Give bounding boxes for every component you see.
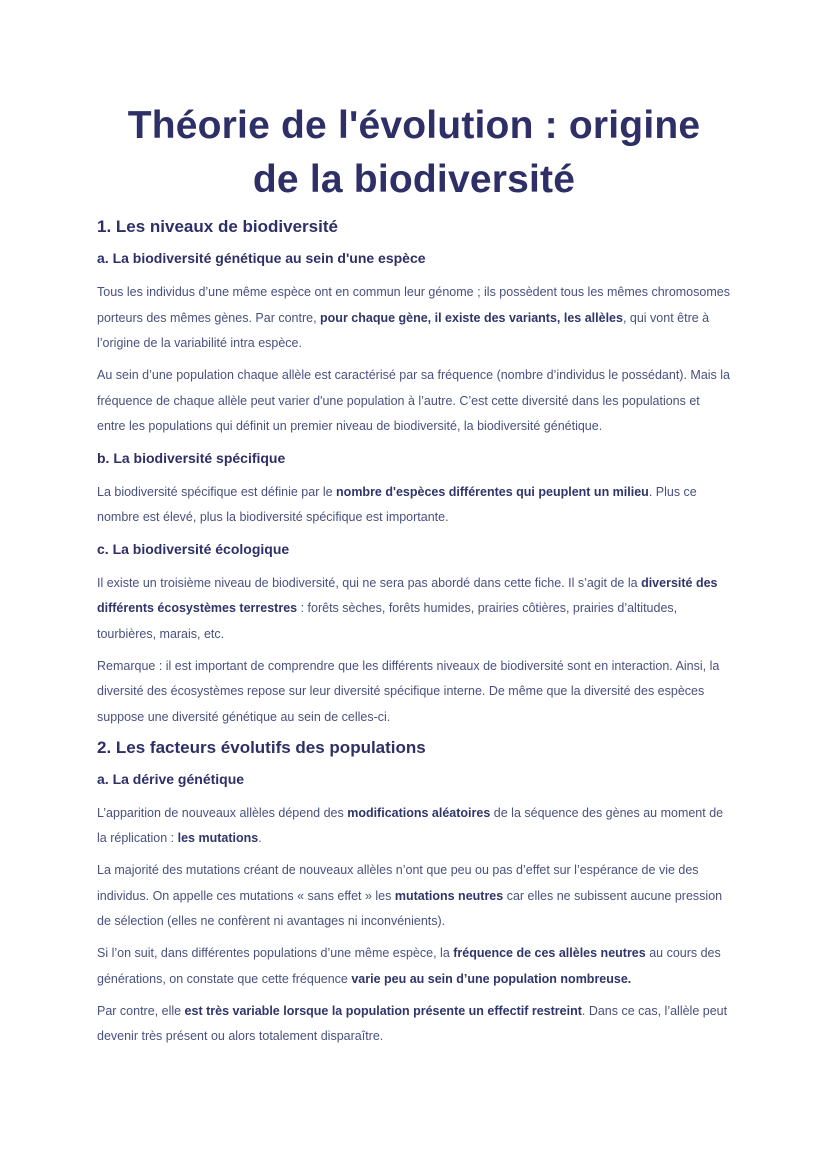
text-run: , qui vont être à l’origine de la variabilité intra espèce. [97,310,710,350]
text-run: L’apparition de nouveaux allèles dépend des [97,805,348,820]
text-run: Si l’on suit, dans différentes populations d’une même espèce, la [97,946,454,960]
bold-text-run: nombre d'espèces différentes qui peuplent un milieu [336,484,649,499]
text-run: de la séquence des gènes au moment de la réplication : [97,805,724,845]
paragraph [97,654,731,731]
text-run: Remarque : il est important de comprendre que les différents niveaux de biodiversité sont en interaction. Ainsi, la diversité des écosystèmes repose sur leur diversité spécifique interne. De même que la diversité des espèces suppose une diversité génétique au sein de celles-ci. [97,658,720,724]
subsection-1a-heading: a. La biodiversité génétique au sein d'une espèce [97,250,426,266]
subsection-2a-heading: a. La dérive génétique [97,770,245,787]
bold-text-run: fréquence de ces allèles neutres [453,946,646,960]
text-run: Il existe un troisième niveau de biodiversité, qui ne sera pas abordé dans cette fiche. Il s’agit de la [97,575,642,590]
bold-text-run: les mutations [177,831,259,845]
paragraph [97,858,731,935]
paragraph [97,363,731,440]
bold-text-run: pour chaque gène, il existe des variants, les allèles [320,310,623,325]
text-run: La majorité des mutations créant de nouveaux allèles n’ont que peu ou pas d’effet sur l’espérance de vie des individus. On appelle ces mutations « sans effet » les [97,863,699,903]
paragraph [97,571,731,648]
section-1 [97,216,731,730]
bold-text-run: varie peu au sein d’une population nombreuse. [351,971,632,986]
text-run: La biodiversité spécifique est définie par le [97,484,337,499]
text-run: Par contre, elle [97,1003,185,1018]
text-run: au cours des générations, on constate que cette fréquence [97,946,721,986]
section-1-heading: 1. Les niveaux de biodiversité [97,217,338,236]
section-2 [97,737,731,1050]
bold-text-run: modifications aléatoires [347,805,491,820]
text-run: : forêts sèches, forêts humides, prairies côtières, prairies d’altitudes, tourbières, marais, etc. [97,601,678,641]
document-title: Théorie de l'évolution : origine de la biodiversité [127,104,701,201]
paragraph [97,999,731,1050]
text-run: . Dans ce cas, l’allèle peut devenir très présent ou alors totalement disparaître. [97,1003,728,1043]
subsection-1c-heading: c. La biodiversité écologique [97,540,290,557]
text-run: . [258,831,262,845]
bold-text-run: est très variable lorsque la population présente un effectif restreint [184,1003,582,1018]
bold-text-run: mutations neutres [394,888,504,903]
paragraph [97,480,731,531]
text-run: car elles ne subissent aucune pression de sélection (elles ne confèrent ni avantages ni inconvénients). [97,888,723,928]
text-run: Tous les individus d’une même espèce ont en commun leur génome ; ils possèdent tous les mêmes chromosomes porteurs des mêmes gènes. Par contre, [97,285,730,325]
text-run: . Plus ce nombre est élevé, plus la biodiversité spécifique est importante. [97,484,697,524]
bold-text-run: diversité des différents écosystèmes terrestres [97,575,718,615]
paragraph [97,941,731,992]
text-run: Au sein d’une population chaque allèle est caractérisé par sa fréquence (nombre d’individus le possédant). Mais la fréquence de chaque allèle peut varier d'une population à l’autre. C’est cette diversité dans les populations et entre les populations qui définit un premier niveau de biodiversité, la biodiversité génétique. [97,368,731,433]
subsection-1b-heading: b. La biodiversité spécifique [97,449,286,466]
section-2-heading: 2. Les facteurs évolutifs des populations [97,737,426,757]
paragraph [97,801,731,852]
paragraph [97,280,731,357]
